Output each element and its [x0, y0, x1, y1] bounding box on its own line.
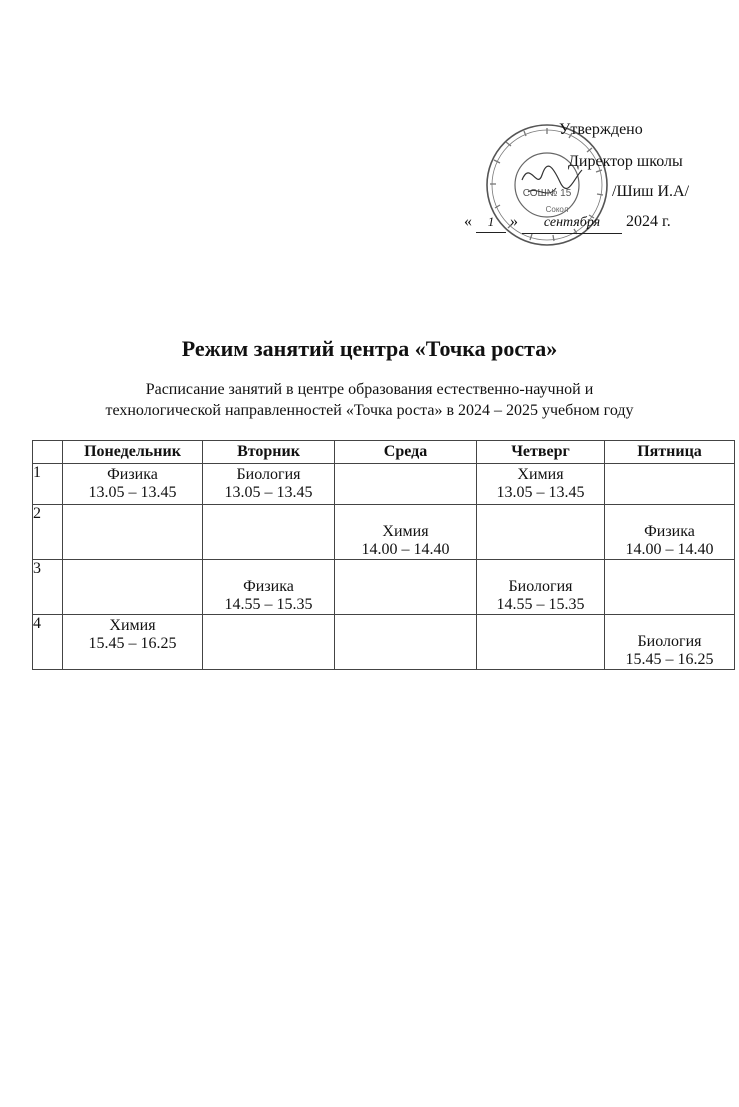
cell-wednesday [335, 615, 477, 670]
lesson-subject: Химия [517, 466, 564, 483]
lesson-entry [335, 615, 476, 617]
lesson-number: 1 [33, 464, 63, 505]
lesson-subject: Физика [107, 466, 158, 483]
director-position: Директор школы [568, 153, 683, 170]
cell-monday [63, 615, 203, 670]
lesson-time: 14.55 – 15.35 [224, 596, 313, 613]
approved-label: Утверждено [559, 121, 643, 138]
date-year: 2024 г. [626, 213, 671, 230]
director-name: /Шиш И.А/ [612, 183, 690, 200]
cell-thursday [477, 560, 605, 615]
cell-friday [605, 464, 735, 505]
cell-thursday [477, 464, 605, 505]
lesson-subject: Химия [109, 617, 156, 634]
date-open-quote: « [464, 213, 472, 230]
approval-block [462, 116, 722, 246]
table-header-row [33, 441, 735, 464]
lesson-time: 13.05 – 13.45 [88, 484, 177, 501]
lesson-number: 2 [33, 505, 63, 560]
cell-tuesday [203, 560, 335, 615]
cell-monday [63, 464, 203, 505]
lesson-entry [477, 464, 604, 502]
lesson-entry [605, 615, 734, 669]
cell-thursday [477, 615, 605, 670]
lesson-subject: Биология [236, 466, 301, 483]
lesson-entry [203, 615, 334, 617]
cell-wednesday [335, 464, 477, 505]
cell-friday [605, 560, 735, 615]
page-title: Режим занятий центра «Точка роста» [181, 336, 558, 361]
lesson-entry [605, 505, 734, 559]
lesson-entry [203, 560, 334, 614]
lesson-subject: Биология [637, 633, 702, 650]
page-subtitle [0, 379, 739, 421]
lesson-time: 15.45 – 16.25 [88, 635, 177, 652]
table-row [33, 464, 735, 505]
lesson-time: 15.45 – 16.25 [625, 651, 714, 668]
table-row [33, 560, 735, 615]
cell-wednesday [335, 505, 477, 560]
lesson-entry [335, 505, 476, 559]
lesson-entry [605, 464, 734, 466]
lesson-entry [63, 615, 202, 653]
header-thursday: Четверг [477, 441, 605, 464]
lesson-entry [63, 505, 202, 523]
cell-friday [605, 615, 735, 670]
cell-thursday [477, 505, 605, 560]
lesson-entry [203, 464, 334, 502]
lesson-subject: Биология [508, 578, 573, 595]
subtitle-line-1: Расписание занятий в центре образования естественно-научной и [145, 381, 594, 398]
header-num [33, 441, 63, 464]
lesson-number: 3 [33, 560, 63, 615]
date-day: 1 [476, 212, 506, 233]
cell-tuesday [203, 505, 335, 560]
lesson-time: 13.05 – 13.45 [224, 484, 313, 501]
cell-tuesday [203, 615, 335, 670]
lesson-subject: Физика [243, 578, 294, 595]
header-wednesday: Среда [335, 441, 477, 464]
lesson-entry [605, 560, 734, 578]
lesson-entry [335, 560, 476, 578]
header-monday: Понедельник [63, 441, 203, 464]
approval-date [464, 212, 702, 234]
cell-wednesday [335, 560, 477, 615]
table-row [33, 615, 735, 670]
lesson-entry [477, 560, 604, 614]
cell-tuesday [203, 464, 335, 505]
cell-monday [63, 505, 203, 560]
stamp-center-text: СОШ№ 15 [522, 188, 572, 199]
stamp-sub-text: Сокол [545, 205, 569, 214]
table-row [33, 505, 735, 560]
lesson-subject: Физика [644, 523, 695, 540]
schedule-table [32, 440, 735, 670]
lesson-entry [63, 560, 202, 578]
lesson-entry [335, 464, 476, 466]
lesson-entry [63, 464, 202, 502]
header-friday: Пятница [605, 441, 735, 464]
lesson-time: 13.05 – 13.45 [496, 484, 585, 501]
lesson-entry [203, 505, 334, 523]
subtitle-line-2: технологической направленностей «Точка роста» в 2024 – 2025 учебном году [105, 402, 634, 419]
date-month: сентября [522, 213, 622, 234]
cell-friday [605, 505, 735, 560]
lesson-entry [477, 505, 604, 523]
lesson-time: 14.55 – 15.35 [496, 596, 585, 613]
lesson-number: 4 [33, 615, 63, 670]
date-close-quote: » [510, 213, 518, 230]
cell-monday [63, 560, 203, 615]
lesson-subject: Химия [382, 523, 429, 540]
lesson-time: 14.00 – 14.40 [625, 541, 714, 558]
header-tuesday: Вторник [203, 441, 335, 464]
lesson-time: 14.00 – 14.40 [361, 541, 450, 558]
lesson-entry [477, 615, 604, 617]
